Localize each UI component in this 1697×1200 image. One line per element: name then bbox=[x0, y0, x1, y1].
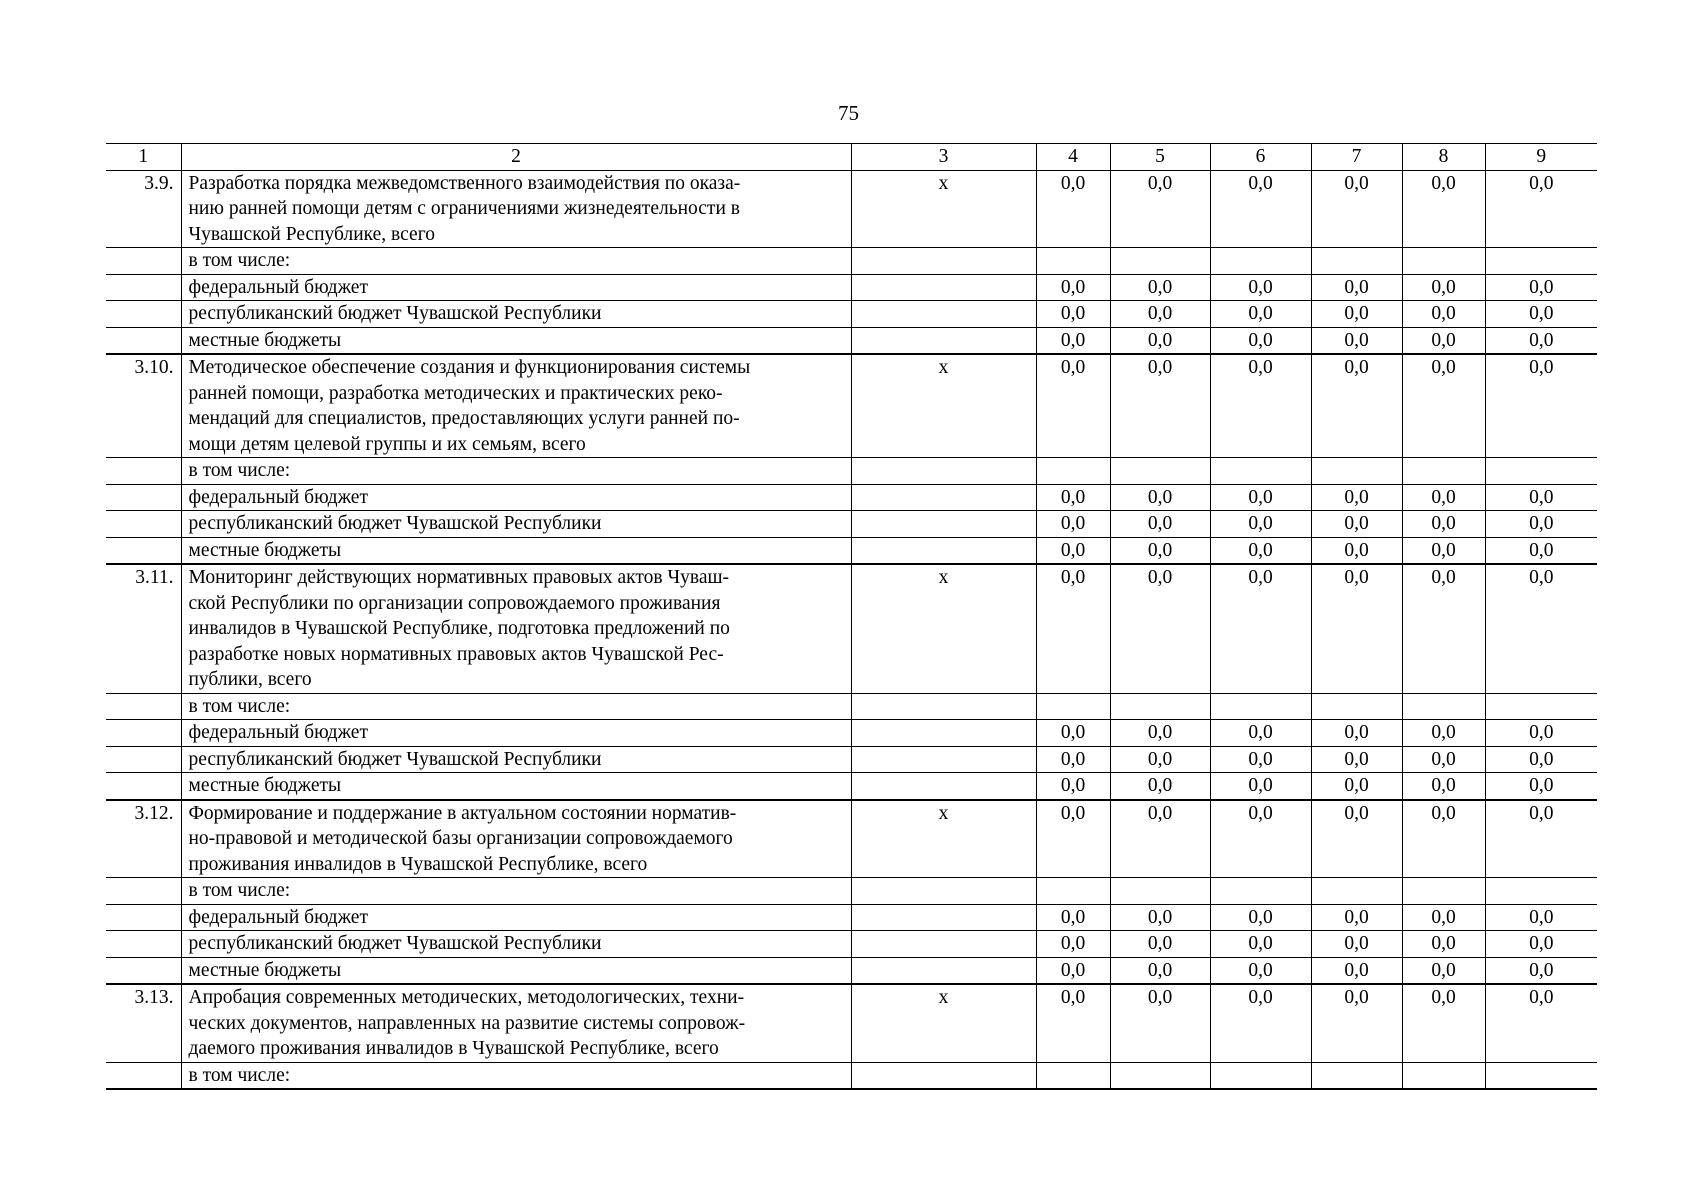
including-label: в том числе: bbox=[181, 693, 851, 720]
budget-value: 0,0 bbox=[1210, 773, 1311, 800]
header-row bbox=[106, 144, 1597, 171]
empty-cell bbox=[851, 878, 1036, 905]
table-body bbox=[106, 144, 1597, 1090]
local-budget-row bbox=[106, 327, 1597, 354]
republic-budget-row bbox=[106, 511, 1597, 538]
item-name-line: ранней помощи, разработка методических и практических реко- bbox=[188, 382, 723, 404]
empty-cell bbox=[1110, 693, 1210, 720]
budget-label: местные бюджеты bbox=[181, 537, 851, 564]
blank-cell bbox=[106, 301, 181, 328]
item-number: 3.9. bbox=[106, 170, 181, 248]
budget-value: 0,0 bbox=[1110, 301, 1210, 328]
item-row bbox=[106, 800, 1597, 878]
empty-cell bbox=[851, 773, 1036, 800]
item-name bbox=[181, 800, 851, 878]
item-name-line: публики, всего bbox=[188, 669, 312, 690]
total-value: 0,0 bbox=[1311, 354, 1402, 458]
item-name-line: проживания инвалидов в Чувашской Республике, всего bbox=[188, 853, 648, 875]
budget-value: 0,0 bbox=[1036, 327, 1110, 354]
budget-value: 0,0 bbox=[1210, 484, 1311, 511]
column-3-marker: х bbox=[851, 800, 1036, 878]
empty-cell bbox=[1210, 878, 1311, 905]
empty-cell bbox=[851, 458, 1036, 485]
empty-cell bbox=[1110, 248, 1210, 275]
column-3-marker: х bbox=[851, 354, 1036, 458]
budget-value: 0,0 bbox=[1210, 274, 1311, 301]
total-value: 0,0 bbox=[1210, 170, 1311, 248]
budget-value: 0,0 bbox=[1210, 931, 1311, 958]
budget-value: 0,0 bbox=[1402, 327, 1485, 354]
budget-value: 0,0 bbox=[1110, 327, 1210, 354]
budget-value: 0,0 bbox=[1485, 773, 1597, 800]
budget-value: 0,0 bbox=[1311, 327, 1402, 354]
total-value: 0,0 bbox=[1402, 984, 1485, 1062]
empty-cell bbox=[1311, 458, 1402, 485]
republic-budget-row bbox=[106, 301, 1597, 328]
empty-cell bbox=[851, 720, 1036, 747]
total-value: 0,0 bbox=[1485, 800, 1597, 878]
item-row bbox=[106, 354, 1597, 458]
budget-value: 0,0 bbox=[1036, 537, 1110, 564]
empty-cell bbox=[1210, 458, 1311, 485]
local-budget-row bbox=[106, 957, 1597, 984]
budget-value: 0,0 bbox=[1311, 537, 1402, 564]
blank-cell bbox=[106, 458, 181, 485]
budget-value: 0,0 bbox=[1036, 957, 1110, 984]
budget-value: 0,0 bbox=[1036, 274, 1110, 301]
budget-value: 0,0 bbox=[1036, 773, 1110, 800]
budget-value: 0,0 bbox=[1402, 746, 1485, 773]
item-name-line: ческих документов, направленных на развитие системы сопровож- bbox=[188, 1012, 746, 1034]
item-name-line: Методическое обеспечение создания и функционирования системы bbox=[188, 357, 751, 378]
budget-table bbox=[106, 143, 1597, 1090]
budget-value: 0,0 bbox=[1210, 301, 1311, 328]
federal-budget-row bbox=[106, 720, 1597, 747]
federal-budget-row bbox=[106, 484, 1597, 511]
budget-value: 0,0 bbox=[1210, 904, 1311, 931]
including-row bbox=[106, 693, 1597, 720]
budget-value: 0,0 bbox=[1210, 511, 1311, 538]
budget-value: 0,0 bbox=[1402, 931, 1485, 958]
budget-value: 0,0 bbox=[1210, 720, 1311, 747]
budget-value: 0,0 bbox=[1036, 931, 1110, 958]
budget-value: 0,0 bbox=[1402, 957, 1485, 984]
blank-cell bbox=[106, 248, 181, 275]
empty-cell bbox=[1036, 1062, 1110, 1089]
empty-cell bbox=[1402, 458, 1485, 485]
total-value: 0,0 bbox=[1036, 800, 1110, 878]
empty-cell bbox=[1485, 1062, 1597, 1089]
item-number: 3.10. bbox=[106, 354, 181, 458]
including-label: в том числе: bbox=[181, 458, 851, 485]
item-name-line: мендаций для специалистов, предоставляющих услуги ранней по- bbox=[188, 408, 740, 429]
including-row bbox=[106, 1062, 1597, 1089]
budget-value: 0,0 bbox=[1036, 720, 1110, 747]
total-value: 0,0 bbox=[1210, 984, 1311, 1062]
empty-cell bbox=[1036, 878, 1110, 905]
local-budget-row bbox=[106, 537, 1597, 564]
item-name-line: разработке новых нормативных правовых актов Чувашской Рес- bbox=[188, 643, 724, 665]
blank-cell bbox=[106, 511, 181, 538]
budget-value: 0,0 bbox=[1110, 904, 1210, 931]
budget-value: 0,0 bbox=[1485, 957, 1597, 984]
empty-cell bbox=[851, 957, 1036, 984]
total-value: 0,0 bbox=[1402, 170, 1485, 248]
budget-label: местные бюджеты bbox=[181, 773, 851, 800]
budget-value: 0,0 bbox=[1402, 484, 1485, 511]
budget-value: 0,0 bbox=[1110, 773, 1210, 800]
empty-cell bbox=[851, 274, 1036, 301]
total-value: 0,0 bbox=[1311, 984, 1402, 1062]
column-3-marker: х bbox=[851, 170, 1036, 248]
budget-value: 0,0 bbox=[1210, 537, 1311, 564]
budget-value: 0,0 bbox=[1402, 274, 1485, 301]
budget-label: федеральный бюджет bbox=[181, 720, 851, 747]
blank-cell bbox=[106, 537, 181, 564]
total-value: 0,0 bbox=[1110, 354, 1210, 458]
header-cell: 8 bbox=[1402, 144, 1485, 171]
empty-cell bbox=[1485, 248, 1597, 275]
total-value: 0,0 bbox=[1311, 564, 1402, 693]
total-value: 0,0 bbox=[1485, 354, 1597, 458]
item-number: 3.11. bbox=[106, 564, 181, 693]
empty-cell bbox=[1110, 1062, 1210, 1089]
including-label: в том числе: bbox=[181, 248, 851, 275]
empty-cell bbox=[851, 1062, 1036, 1089]
budget-value: 0,0 bbox=[1110, 720, 1210, 747]
empty-cell bbox=[1036, 458, 1110, 485]
budget-value: 0,0 bbox=[1110, 537, 1210, 564]
total-value: 0,0 bbox=[1036, 170, 1110, 248]
blank-cell bbox=[106, 1062, 181, 1089]
budget-value: 0,0 bbox=[1311, 484, 1402, 511]
total-value: 0,0 bbox=[1110, 984, 1210, 1062]
empty-cell bbox=[1210, 1062, 1311, 1089]
budget-value: 0,0 bbox=[1311, 904, 1402, 931]
header-cell: 7 bbox=[1311, 144, 1402, 171]
blank-cell bbox=[106, 327, 181, 354]
budget-label: республиканский бюджет Чувашской Республики bbox=[181, 511, 851, 538]
budget-label: местные бюджеты bbox=[181, 957, 851, 984]
item-row bbox=[106, 984, 1597, 1062]
item-row bbox=[106, 170, 1597, 248]
blank-cell bbox=[106, 720, 181, 747]
column-3-marker: х bbox=[851, 984, 1036, 1062]
including-row bbox=[106, 458, 1597, 485]
budget-value: 0,0 bbox=[1110, 484, 1210, 511]
empty-cell bbox=[1210, 248, 1311, 275]
empty-cell bbox=[851, 904, 1036, 931]
item-name bbox=[181, 564, 851, 693]
empty-cell bbox=[1110, 878, 1210, 905]
local-budget-row bbox=[106, 773, 1597, 800]
total-value: 0,0 bbox=[1210, 354, 1311, 458]
header-cell: 6 bbox=[1210, 144, 1311, 171]
total-value: 0,0 bbox=[1210, 564, 1311, 693]
empty-cell bbox=[851, 693, 1036, 720]
item-name-line: мощи детям целевой группы и их семьям, всего bbox=[188, 433, 586, 455]
budget-value: 0,0 bbox=[1402, 773, 1485, 800]
budget-value: 0,0 bbox=[1036, 746, 1110, 773]
total-value: 0,0 bbox=[1036, 354, 1110, 458]
item-number: 3.13. bbox=[106, 984, 181, 1062]
budget-value: 0,0 bbox=[1110, 957, 1210, 984]
budget-value: 0,0 bbox=[1485, 484, 1597, 511]
budget-value: 0,0 bbox=[1485, 274, 1597, 301]
empty-cell bbox=[1311, 1062, 1402, 1089]
total-value: 0,0 bbox=[1485, 564, 1597, 693]
blank-cell bbox=[106, 484, 181, 511]
budget-value: 0,0 bbox=[1402, 511, 1485, 538]
budget-value: 0,0 bbox=[1485, 720, 1597, 747]
budget-label: республиканский бюджет Чувашской Республики bbox=[181, 931, 851, 958]
total-value: 0,0 bbox=[1485, 170, 1597, 248]
empty-cell bbox=[1311, 248, 1402, 275]
budget-value: 0,0 bbox=[1311, 301, 1402, 328]
budget-value: 0,0 bbox=[1036, 484, 1110, 511]
budget-value: 0,0 bbox=[1402, 537, 1485, 564]
budget-value: 0,0 bbox=[1402, 904, 1485, 931]
item-name-line: но-правовой и методической базы организации сопровождаемого bbox=[188, 828, 733, 849]
item-name-line: нию ранней помощи детям с ограничениями жизнедеятельности в bbox=[188, 198, 740, 219]
item-name bbox=[181, 354, 851, 458]
item-name-line: Мониторинг действующих нормативных правовых актов Чуваш- bbox=[188, 567, 730, 588]
total-value: 0,0 bbox=[1210, 800, 1311, 878]
empty-cell bbox=[1485, 458, 1597, 485]
budget-label: местные бюджеты bbox=[181, 327, 851, 354]
header-cell: 1 bbox=[106, 144, 181, 171]
blank-cell bbox=[106, 274, 181, 301]
total-value: 0,0 bbox=[1036, 564, 1110, 693]
item-name-line: Формирование и поддержание в актуальном состоянии норматив- bbox=[188, 802, 737, 824]
budget-value: 0,0 bbox=[1210, 746, 1311, 773]
federal-budget-row bbox=[106, 274, 1597, 301]
blank-cell bbox=[106, 746, 181, 773]
empty-cell bbox=[1402, 693, 1485, 720]
budget-value: 0,0 bbox=[1485, 327, 1597, 354]
header-cell: 5 bbox=[1110, 144, 1210, 171]
including-label: в том числе: bbox=[181, 1062, 851, 1089]
budget-value: 0,0 bbox=[1110, 511, 1210, 538]
budget-value: 0,0 bbox=[1311, 773, 1402, 800]
blank-cell bbox=[106, 904, 181, 931]
total-value: 0,0 bbox=[1402, 564, 1485, 693]
budget-label: федеральный бюджет bbox=[181, 484, 851, 511]
budget-value: 0,0 bbox=[1485, 537, 1597, 564]
budget-label: федеральный бюджет bbox=[181, 274, 851, 301]
page-number: 75 bbox=[838, 101, 859, 125]
header-cell: 9 bbox=[1485, 144, 1597, 171]
item-name bbox=[181, 984, 851, 1062]
blank-cell bbox=[106, 957, 181, 984]
federal-budget-row bbox=[106, 904, 1597, 931]
total-value: 0,0 bbox=[1036, 984, 1110, 1062]
budget-value: 0,0 bbox=[1311, 931, 1402, 958]
empty-cell bbox=[851, 537, 1036, 564]
total-value: 0,0 bbox=[1110, 800, 1210, 878]
empty-cell bbox=[1036, 248, 1110, 275]
header-cell: 3 bbox=[851, 144, 1036, 171]
budget-value: 0,0 bbox=[1311, 274, 1402, 301]
empty-cell bbox=[1110, 458, 1210, 485]
header-cell: 2 bbox=[181, 144, 851, 171]
budget-value: 0,0 bbox=[1036, 301, 1110, 328]
header-cell: 4 bbox=[1036, 144, 1110, 171]
empty-cell bbox=[1402, 1062, 1485, 1089]
budget-value: 0,0 bbox=[1036, 904, 1110, 931]
budget-value: 0,0 bbox=[1110, 931, 1210, 958]
empty-cell bbox=[1402, 248, 1485, 275]
empty-cell bbox=[1311, 878, 1402, 905]
item-name-line: даемого проживания инвалидов в Чувашской Республике, всего bbox=[188, 1038, 719, 1059]
budget-label: республиканский бюджет Чувашской Республики bbox=[181, 746, 851, 773]
budget-value: 0,0 bbox=[1110, 746, 1210, 773]
blank-cell bbox=[106, 693, 181, 720]
blank-cell bbox=[106, 931, 181, 958]
empty-cell bbox=[851, 327, 1036, 354]
including-row bbox=[106, 248, 1597, 275]
republic-budget-row bbox=[106, 931, 1597, 958]
item-name-line: Чувашской Республике, всего bbox=[188, 223, 435, 245]
item-name-line: инвалидов в Чувашской Республике, подготовка предложений по bbox=[188, 618, 730, 639]
budget-value: 0,0 bbox=[1311, 746, 1402, 773]
total-value: 0,0 bbox=[1311, 800, 1402, 878]
blank-cell bbox=[106, 773, 181, 800]
budget-value: 0,0 bbox=[1036, 511, 1110, 538]
item-number: 3.12. bbox=[106, 800, 181, 878]
budget-label: федеральный бюджет bbox=[181, 904, 851, 931]
budget-value: 0,0 bbox=[1311, 720, 1402, 747]
budget-value: 0,0 bbox=[1402, 301, 1485, 328]
item-name-line: Апробация современных методических, методологических, техни- bbox=[188, 987, 745, 1008]
empty-cell bbox=[1210, 693, 1311, 720]
empty-cell bbox=[851, 484, 1036, 511]
budget-value: 0,0 bbox=[1402, 720, 1485, 747]
empty-cell bbox=[1485, 878, 1597, 905]
including-row bbox=[106, 878, 1597, 905]
empty-cell bbox=[851, 248, 1036, 275]
budget-value: 0,0 bbox=[1210, 327, 1311, 354]
budget-value: 0,0 bbox=[1485, 746, 1597, 773]
total-value: 0,0 bbox=[1110, 564, 1210, 693]
empty-cell bbox=[851, 511, 1036, 538]
empty-cell bbox=[851, 931, 1036, 958]
blank-cell bbox=[106, 878, 181, 905]
item-name bbox=[181, 170, 851, 248]
empty-cell bbox=[1485, 693, 1597, 720]
including-label: в том числе: bbox=[181, 878, 851, 905]
empty-cell bbox=[851, 746, 1036, 773]
total-value: 0,0 bbox=[1311, 170, 1402, 248]
budget-label: республиканский бюджет Чувашской Республики bbox=[181, 301, 851, 328]
item-name-line: Разработка порядка межведомственного взаимодействия по оказа- bbox=[188, 172, 741, 194]
budget-value: 0,0 bbox=[1485, 904, 1597, 931]
empty-cell bbox=[1311, 693, 1402, 720]
budget-value: 0,0 bbox=[1311, 511, 1402, 538]
budget-value: 0,0 bbox=[1110, 274, 1210, 301]
total-value: 0,0 bbox=[1110, 170, 1210, 248]
column-3-marker: х bbox=[851, 564, 1036, 693]
republic-budget-row bbox=[106, 746, 1597, 773]
empty-cell bbox=[1036, 693, 1110, 720]
budget-value: 0,0 bbox=[1311, 957, 1402, 984]
item-name-line: ской Республики по организации сопровождаемого проживания bbox=[188, 592, 721, 614]
total-value: 0,0 bbox=[1402, 354, 1485, 458]
total-value: 0,0 bbox=[1485, 984, 1597, 1062]
budget-value: 0,0 bbox=[1485, 931, 1597, 958]
budget-value: 0,0 bbox=[1210, 957, 1311, 984]
budget-value: 0,0 bbox=[1485, 511, 1597, 538]
total-value: 0,0 bbox=[1402, 800, 1485, 878]
item-row bbox=[106, 564, 1597, 693]
empty-cell bbox=[1402, 878, 1485, 905]
empty-cell bbox=[851, 301, 1036, 328]
budget-value: 0,0 bbox=[1485, 301, 1597, 328]
